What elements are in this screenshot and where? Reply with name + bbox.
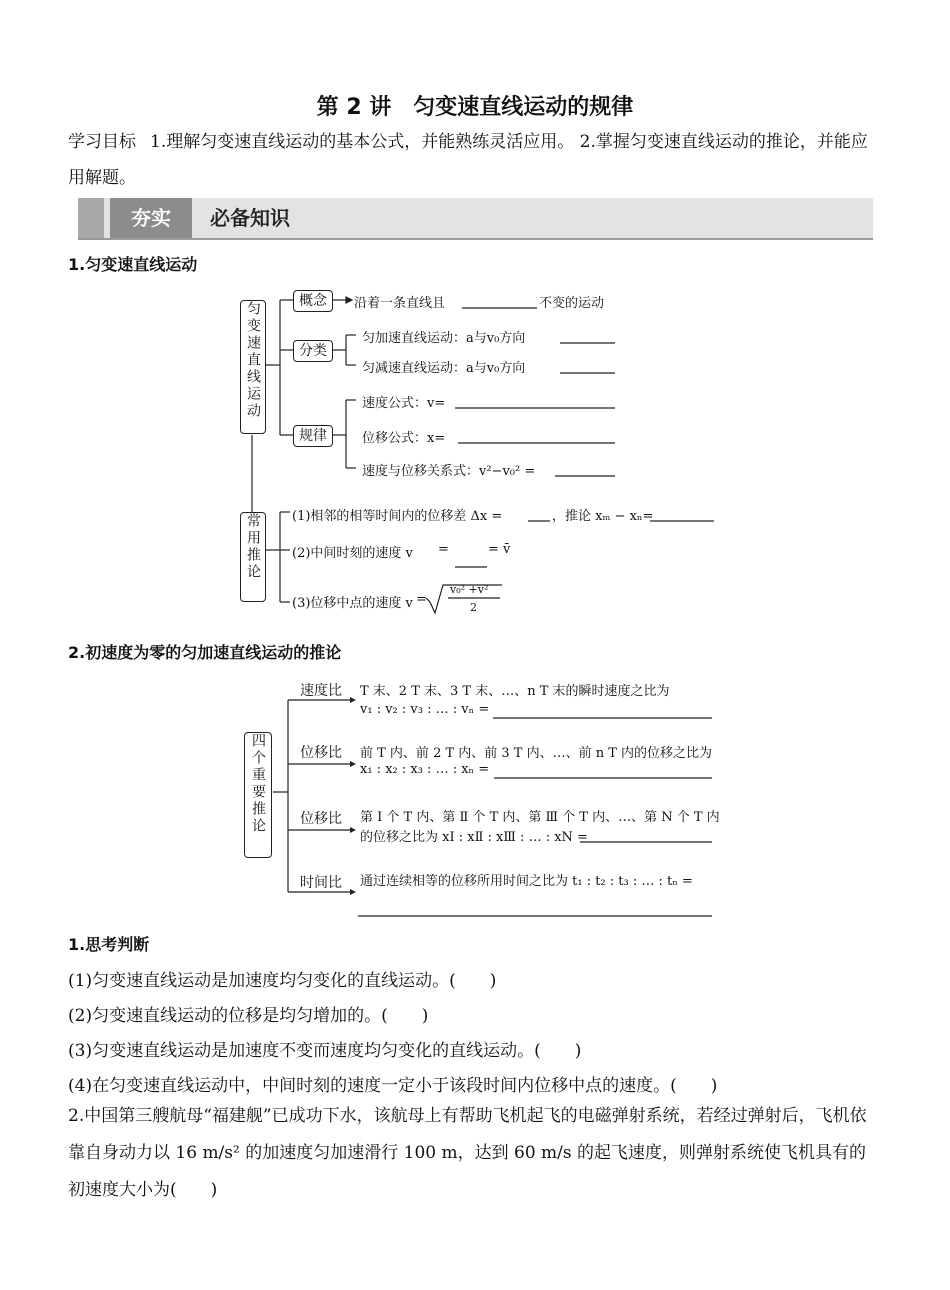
row-nth-displacement-ratio-line1: 第 Ⅰ 个 T 内、第 Ⅱ 个 T 内、第 Ⅲ 个 T 内、…、第 N 个 T 内: [360, 810, 720, 825]
judge-item-4: (4)在匀变速直线运动中，中间时刻的速度一定小于该段时间内位移中点的速度。( ): [68, 1076, 718, 1096]
judge-item-3: (3)匀变速直线运动是加速度不变而速度均匀变化的直线运动。( ): [68, 1041, 582, 1061]
section-bar-accent: [78, 198, 104, 238]
inference-2-eq: =: [438, 542, 449, 557]
inference-2: (2)中间时刻的速度 v: [292, 546, 413, 561]
classify-item-decelerating: 匀减速直线运动：a与v₀方向: [362, 361, 526, 376]
concept-text: 沿着一条直线且: [354, 296, 446, 311]
judge-item-2: (2)匀变速直线运动的位移是均匀增加的。( ): [68, 1006, 429, 1026]
law-displacement-formula: 位移公式：x=: [362, 431, 446, 446]
row-nth-displacement-ratio-label: 位移比: [300, 811, 342, 827]
inference-label: 常用推论: [245, 513, 261, 581]
classify-box: 分类: [293, 340, 333, 362]
row-time-ratio-line1: 通过连续相等的位移所用时间之比为 t₁ : t₂ : t₃ : … : tₙ =: [360, 874, 693, 889]
inference-box: [240, 512, 266, 602]
concept-map-uniform-motion: [230, 280, 730, 630]
classify-item-accelerating: 匀加速直线运动：a与v₀方向: [362, 331, 526, 346]
part1-heading: 1.匀变速直线运动: [68, 255, 198, 274]
root-box-four-inferences: [244, 732, 272, 858]
inference-2-mean: = v̄: [488, 542, 511, 557]
inference-3-numerator: v₀² +v²: [450, 583, 489, 596]
row-velocity-ratio-line1: T 末、2 T 末、3 T 末、…、n T 末的瞬时速度之比为: [360, 684, 670, 699]
inference-3-eq: =: [416, 592, 427, 607]
learning-objectives: [68, 124, 878, 196]
root2-label: 四个重要推论: [250, 733, 266, 835]
root-label: 匀变速直线运动: [245, 301, 261, 420]
part2-heading: 2.初速度为零的匀加速直线运动的推论: [68, 643, 342, 662]
law-velocity-formula: 速度公式：v=: [362, 396, 446, 411]
judge-heading: 1.思考判断: [68, 935, 150, 954]
row-time-ratio-label: 时间比: [300, 875, 342, 891]
row-velocity-ratio-label: 速度比: [300, 683, 342, 699]
law-velocity-displacement: 速度与位移关系式：v²−v₀² =: [362, 464, 536, 479]
concept-box: 概念: [293, 290, 333, 312]
row-displacement-ratio-label: 位移比: [300, 745, 342, 761]
section-header: [78, 198, 873, 240]
root-box-uniform-motion: [240, 300, 266, 434]
section-tag: 夯实: [110, 198, 192, 238]
section-name: 必备知识: [210, 206, 290, 230]
inference-3-denominator: 2: [470, 601, 477, 614]
inference-3: (3)位移中点的速度 v: [292, 596, 413, 611]
row-nth-displacement-ratio-line2: 的位移之比为 xⅠ : xⅡ : xⅢ : … : xN =: [360, 830, 588, 845]
row-displacement-ratio-line2: x₁ : x₂ : x₃ : … : xₙ =: [360, 762, 490, 777]
page-title: 第 2 讲 匀变速直线运动的规律: [316, 95, 634, 120]
objectives-label: 学习目标: [68, 132, 136, 152]
inference-1: (1)相邻的相等时间内的位移差 Δx =: [292, 509, 503, 524]
row-velocity-ratio-line2: v₁ : v₂ : v₃ : … : vₙ =: [360, 702, 490, 717]
objectives-text: 1.理解匀变速直线运动的基本公式，并能熟练灵活应用。 2.掌握匀变速直线运动的推论，并能应用解题。: [68, 132, 868, 188]
problem-2: 2.中国第三艘航母“福建舰”已成功下水，该航母上有帮助飞机起飞的电磁弹射系统，若经过弹射后，飞机依靠自身动力以 16 m/s² 的加速度匀加速滑行 100 m，达到 60 m/s 的起飞速度，则弹射系统使飞机具有的初速度大小为( ): [68, 1106, 867, 1200]
inference-1-corollary: ，推论 xₘ − xₙ=: [552, 509, 654, 524]
concept-tail: 不变的运动: [539, 296, 605, 311]
judge-item-1: (1)匀变速直线运动是加速度均匀变化的直线运动。( ): [68, 971, 497, 991]
row-displacement-ratio-line1: 前 T 内、前 2 T 内、前 3 T 内、…、前 n T 内的位移之比为: [360, 746, 713, 761]
concept-map-zero-initial: [238, 672, 728, 927]
law-box: 规律: [293, 425, 333, 447]
